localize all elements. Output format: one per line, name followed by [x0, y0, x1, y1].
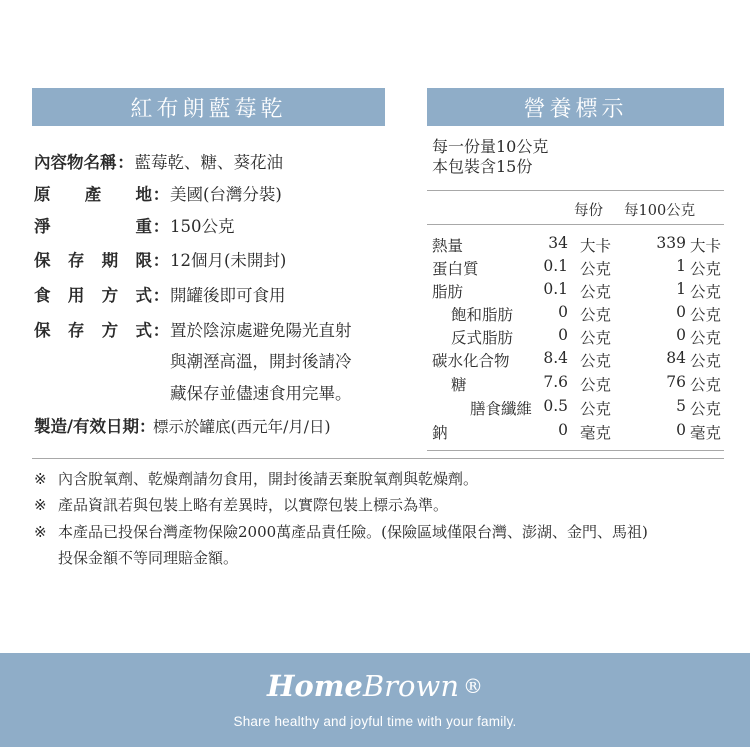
per-100g-value: 0 — [676, 421, 686, 439]
brand-tagline: Share healthy and joyful time with your family. — [233, 714, 517, 729]
note-mark: ※ — [34, 470, 47, 488]
footer-banner — [0, 653, 750, 747]
note-2 — [34, 494, 448, 515]
per-serving-unit: 公克 — [580, 306, 612, 324]
nutrient-name: 反式脂肪 — [451, 329, 514, 347]
per-100g-unit: 公克 — [690, 352, 722, 370]
nutrition-row — [432, 303, 722, 326]
net-weight-value: 150公克 — [170, 217, 235, 236]
expiry-row — [34, 413, 331, 437]
per-serving-unit: 公克 — [580, 260, 612, 278]
note-text: 內含脫氧劑、乾燥劑請勿食用，開封後請丟棄脫氧劑與乾燥劑。 — [58, 470, 479, 488]
per-serving-value: 0.5 — [543, 397, 568, 415]
colon: ： — [117, 153, 134, 172]
nutrition-title: 營養標示 — [427, 88, 724, 126]
registered-icon: ® — [463, 674, 484, 698]
nutrient-name: 脂肪 — [432, 283, 464, 301]
divider — [427, 450, 724, 451]
colon: ： — [152, 217, 170, 236]
nutrient-name: 糖 — [451, 376, 467, 394]
divider — [427, 190, 724, 191]
colon: ： — [152, 321, 170, 340]
ingredients-row — [34, 149, 283, 173]
nutrient-name: 熱量 — [432, 237, 464, 255]
origin-value: 美國(台灣分裝) — [170, 185, 282, 204]
usage-label: 食用方式 — [34, 286, 152, 305]
nutrition-row — [432, 397, 722, 420]
origin-row — [34, 181, 282, 205]
storage-row — [34, 317, 352, 341]
nutrient-name: 飽和脂肪 — [451, 306, 514, 324]
per-100g-value: 76 — [666, 373, 686, 391]
nutrient-name: 蛋白質 — [432, 260, 479, 278]
expiry-label: 製造/有效日期 — [34, 417, 140, 436]
divider — [427, 224, 724, 225]
nutrient-name: 碳水化合物 — [432, 352, 510, 370]
per-100g-value: 5 — [676, 397, 686, 415]
colon: ： — [152, 185, 170, 204]
per-100g-unit: 大卡 — [690, 237, 722, 255]
note-1 — [34, 468, 478, 489]
per-100g-value: 1 — [676, 280, 686, 298]
per-100g-value: 0 — [676, 326, 686, 344]
nutrient-name: 膳食纖維 — [470, 400, 533, 418]
brand-logo — [0, 669, 750, 703]
per-100g-header: 每100公克 — [624, 203, 696, 219]
expiry-value: 標示於罐底(西元年/月/日) — [153, 418, 331, 436]
per-100g-value: 1 — [676, 257, 686, 275]
divider — [32, 458, 724, 459]
shelf-life-value: 12個月(未開封) — [170, 251, 287, 270]
per-100g-unit: 毫克 — [690, 424, 722, 442]
storage-label: 保存方式 — [34, 321, 152, 340]
per-serving-value: 34 — [548, 234, 568, 252]
product-title: 紅布朗藍莓乾 — [32, 88, 385, 126]
ingredients-label: 內容物名稱 — [34, 153, 117, 172]
nutrition-row — [432, 257, 722, 280]
nutrition-row — [432, 234, 722, 257]
per-serving-unit: 大卡 — [580, 237, 612, 255]
per-100g-value: 84 — [666, 349, 686, 367]
note-3-continuation: 投保金額不等同理賠金額。 — [58, 549, 239, 567]
per-100g-unit: 公克 — [690, 283, 722, 301]
shelf-life-label: 保存期限 — [34, 251, 152, 270]
usage-row — [34, 282, 286, 306]
per-100g-unit: 公克 — [690, 329, 722, 347]
nutrition-row — [432, 421, 722, 444]
brand-name-light: Brown — [362, 669, 460, 703]
shelf-life-row — [34, 247, 286, 271]
net-weight-label: 淨重 — [34, 217, 152, 236]
nutrition-row — [432, 280, 722, 303]
nutrient-name: 鈉 — [432, 424, 448, 442]
note-text: 本產品已投保台灣產物保險2000萬產品責任險。(保險區域僅限台灣、澎湖、金門、馬祖) — [58, 523, 648, 541]
colon: ： — [152, 251, 170, 270]
per-serving-unit: 公克 — [580, 283, 612, 301]
per-100g-value: 339 — [656, 234, 686, 252]
colon: ： — [152, 286, 170, 305]
note-mark: ※ — [34, 496, 47, 514]
per-100g-unit: 公克 — [690, 260, 722, 278]
nutrition-row — [432, 349, 722, 372]
brand-name-bold: Home — [266, 669, 363, 703]
storage-continuation: 與潮溼高溫，開封後請冷 — [170, 352, 352, 371]
per-serving-value: 0 — [558, 326, 568, 344]
per-serving-unit: 公克 — [580, 400, 612, 418]
colon: ： — [139, 417, 156, 436]
per-serving-unit: 公克 — [580, 329, 612, 347]
per-serving-value: 0 — [558, 421, 568, 439]
ingredients-value: 藍莓乾、糖、葵花油 — [134, 153, 283, 172]
servings-per-package: 本包裝含15份 — [432, 157, 533, 176]
per-100g-unit: 公克 — [690, 376, 722, 394]
per-serving-unit: 公克 — [580, 376, 612, 394]
per-100g-value: 0 — [676, 303, 686, 321]
per-serving-value: 7.6 — [543, 373, 568, 391]
serving-size: 每一份量10公克 — [432, 137, 549, 156]
usage-value: 開罐後即可食用 — [170, 286, 286, 305]
per-100g-unit: 公克 — [690, 306, 722, 324]
per-serving-value: 8.4 — [543, 349, 568, 367]
nutrition-row — [432, 373, 722, 396]
per-serving-unit: 公克 — [580, 352, 612, 370]
note-mark: ※ — [34, 523, 47, 541]
per-100g-unit: 公克 — [690, 400, 722, 418]
note-3 — [34, 521, 648, 542]
storage-continuation: 藏保存並儘速食用完畢。 — [170, 384, 352, 403]
note-text: 產品資訊若與包裝上略有差異時，以實際包裝上標示為準。 — [58, 496, 449, 514]
per-serving-value: 0.1 — [543, 257, 568, 275]
per-serving-value: 0.1 — [543, 280, 568, 298]
origin-label: 原產地 — [34, 185, 152, 204]
per-serving-value: 0 — [558, 303, 568, 321]
nutrition-row — [432, 326, 722, 349]
per-serving-unit: 毫克 — [580, 424, 612, 442]
net-weight-row — [34, 213, 235, 237]
per-serving-header: 每份 — [574, 203, 603, 219]
storage-value: 置於陰涼處避免陽光直射 — [170, 321, 352, 340]
